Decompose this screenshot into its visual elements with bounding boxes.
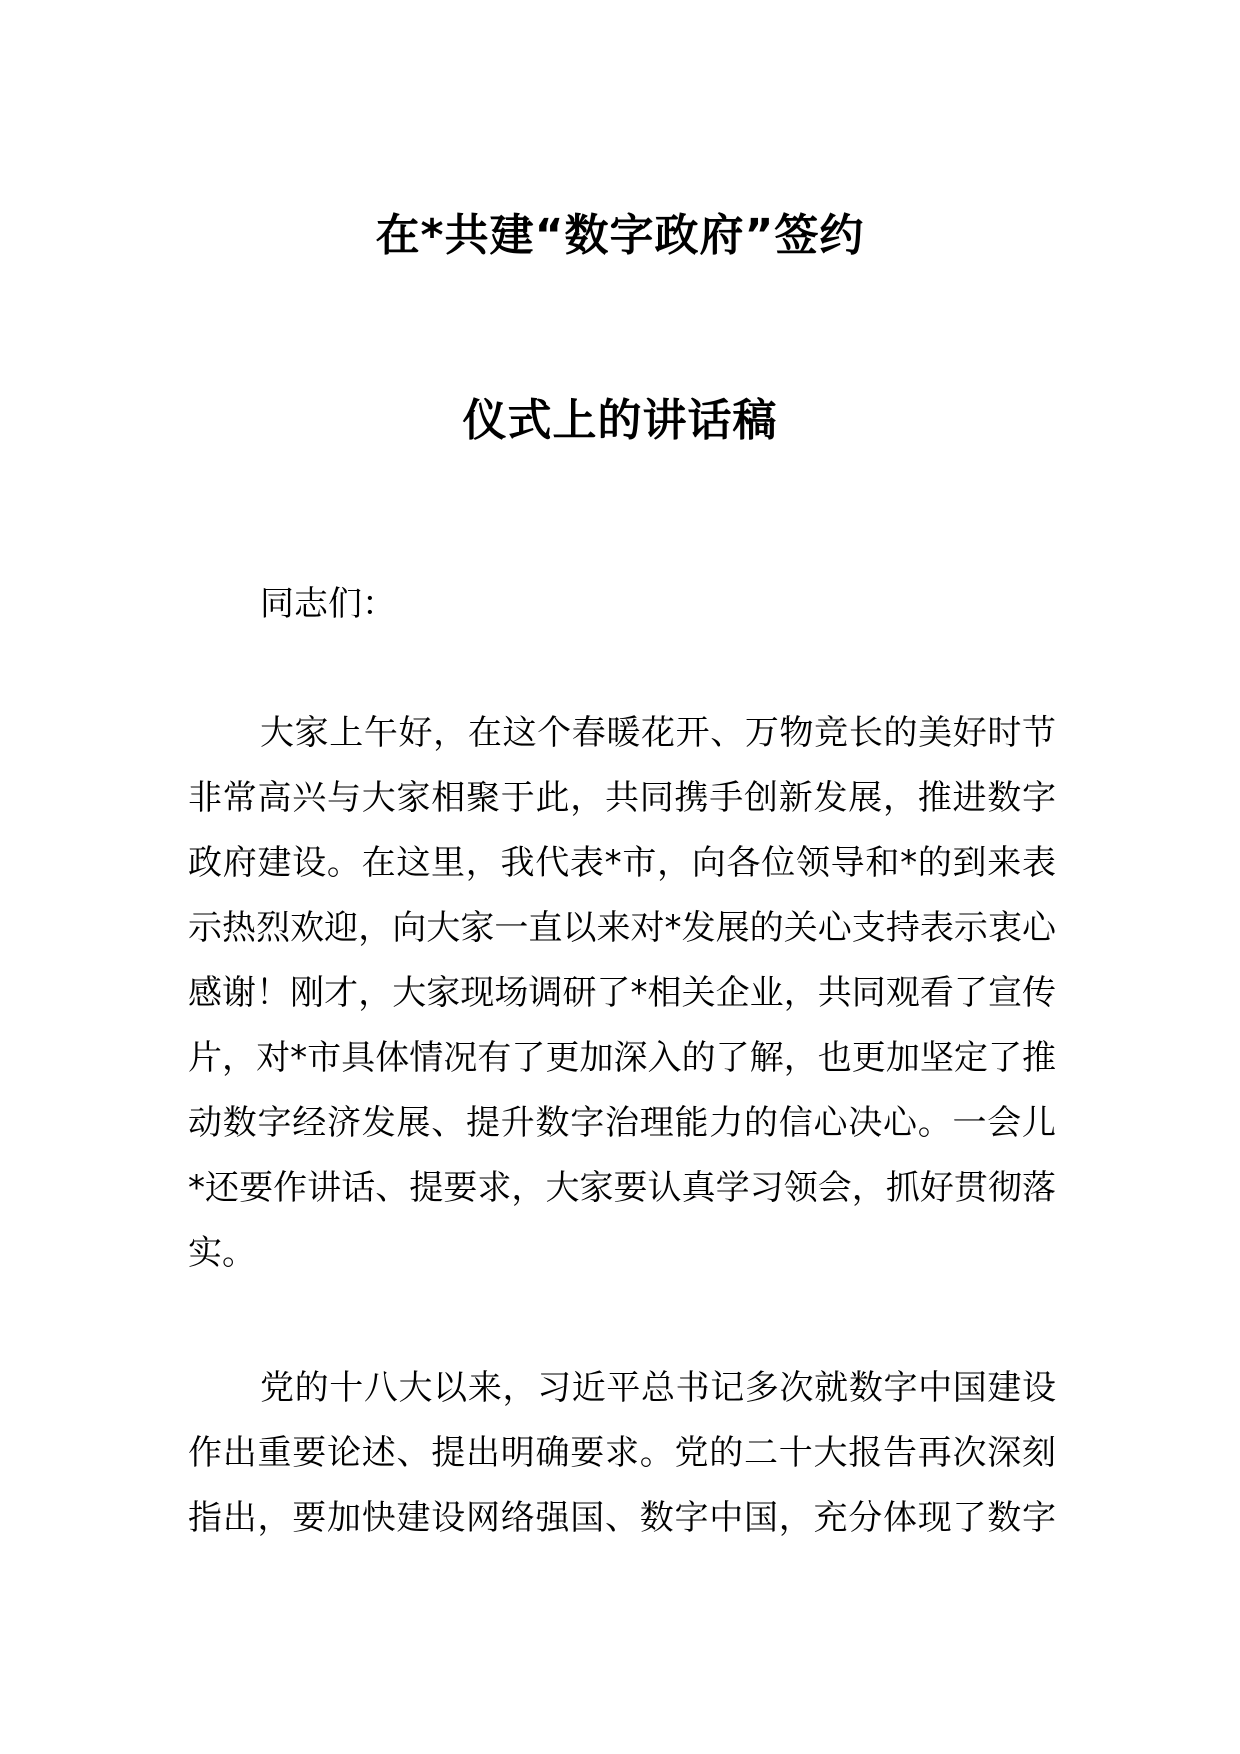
paragraph-line: *还要作讲话、提要求，大家要认真学习领会，抓好贯彻落: [188, 1168, 1056, 1208]
greeting-text: 同志们：: [260, 584, 396, 624]
paragraph-line: 动数字经济发展、提升数字治理能力的信心决心。一会儿: [188, 1103, 1056, 1143]
paragraph-line: 指出，要加快建设网络强国、数字中国，充分体现了数字: [188, 1498, 1056, 1538]
document-title-line-1: 在*共建“数字政府”签约: [375, 210, 865, 261]
paragraph-line: 片，对*市具体情况有了更加深入的了解，也更加坚定了推: [188, 1038, 1056, 1078]
paragraph-line: 实。: [188, 1233, 256, 1273]
paragraph-1: [188, 701, 1056, 1286]
greeting: [188, 572, 1056, 637]
paragraph-line: 感谢！刚才，大家现场调研了*相关企业，共同观看了宣传: [188, 973, 1056, 1013]
paragraph-2: [188, 1356, 1056, 1551]
paragraph-line: 政府建设。在这里，我代表*市，向各位领导和*的到来表: [188, 843, 1056, 883]
paragraph-line: 示热烈欢迎，向大家一直以来对*发展的关心支持表示衷心: [188, 908, 1056, 948]
paragraph-line: 非常高兴与大家相聚于此，共同携手创新发展，推进数字: [188, 778, 1056, 818]
paragraph-line: 作出重要论述、提出明确要求。党的二十大报告再次深刻: [188, 1433, 1056, 1473]
paragraph-line: 大家上午好，在这个春暖花开、万物竞长的美好时节: [260, 713, 1056, 753]
paragraph-line: 党的十八大以来，习近平总书记多次就数字中国建设: [260, 1368, 1056, 1408]
document-title-line-2: 仪式上的讲话稿: [462, 395, 778, 446]
